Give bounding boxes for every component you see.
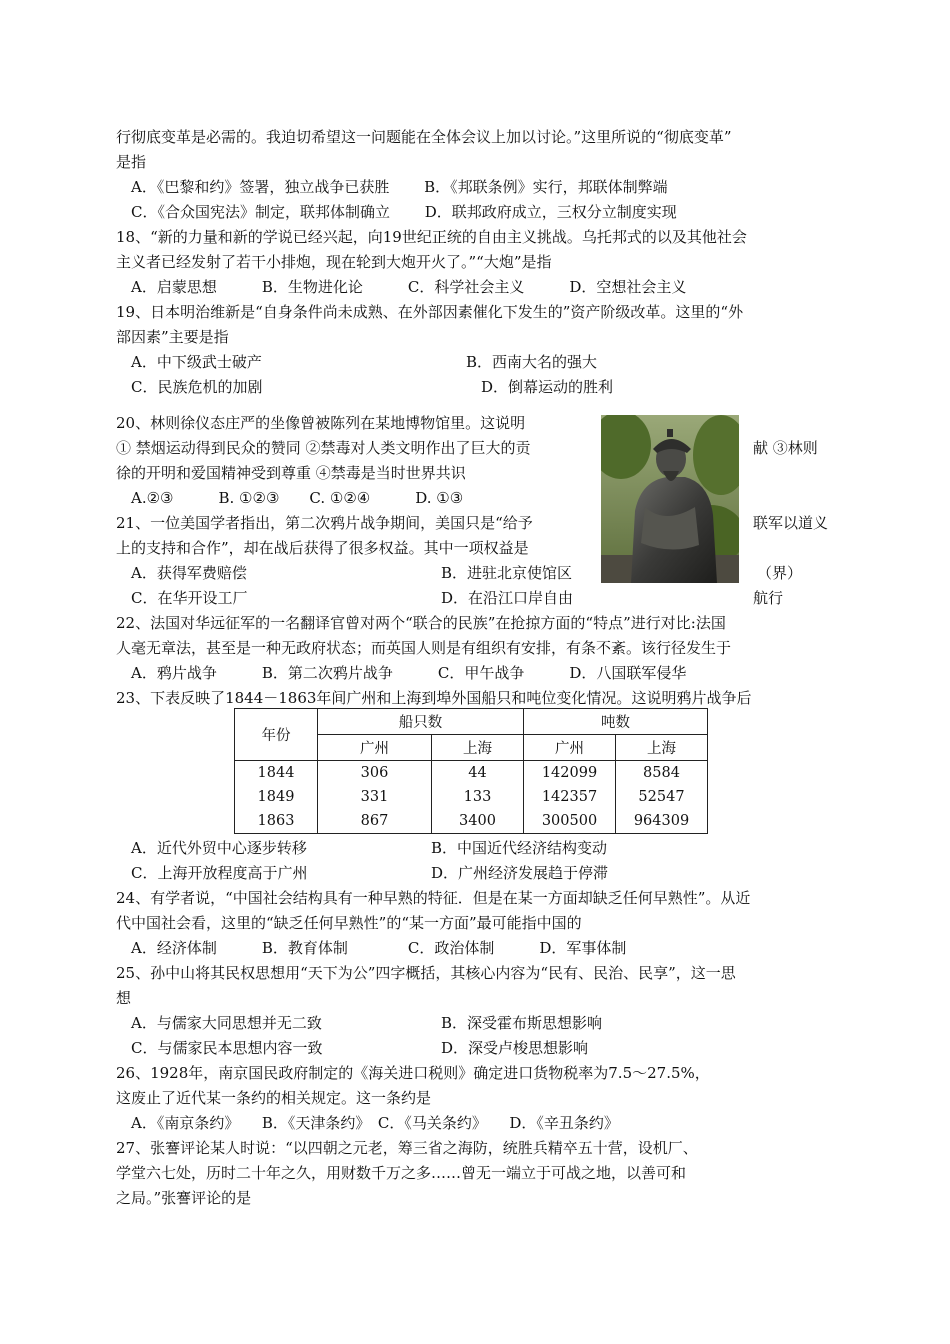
q21-option-a: A．获得军费赔偿 bbox=[131, 564, 247, 582]
q22-stem: 22、法国对华远征军的一名翻译官曾对两个“联合的民族”在抢掠方面的“特点”进行对比:法国 bbox=[116, 614, 726, 632]
lin-zexu-statue-photo bbox=[601, 415, 739, 583]
q26-stem: 26、1928年，南京国民政府制定的《海关进口税则》确定进口货物税率为7.5～27.5%， bbox=[116, 1064, 710, 1082]
table-row bbox=[235, 809, 708, 834]
cell: 44 bbox=[432, 761, 524, 786]
q27-stem: 学堂六七处，历时二十年之久，用财数千万之多……曾无一端立于可战之地，以善可和 bbox=[116, 1164, 687, 1182]
q24-stem: 代中国社会看，这里的“缺乏任何早熟性”的“某一方面”最可能指中国的 bbox=[116, 914, 582, 932]
q21-stem: 21、一位美国学者指出，第二次鸦片战争期间，美国只是“给予 bbox=[116, 514, 533, 532]
q25-option-d: D．深受卢梭思想影响 bbox=[441, 1039, 589, 1057]
cell: 3400 bbox=[432, 809, 524, 834]
q21-option-b: （界） bbox=[757, 564, 803, 582]
q19-option-d: D．倒幕运动的胜利 bbox=[481, 378, 614, 396]
q23-option-c: C．上海开放程度高于广州 bbox=[131, 864, 308, 882]
q21-option-d: 航行 bbox=[753, 589, 784, 607]
subheader-guangzhou: 广州 bbox=[318, 735, 432, 761]
q25-stem: 25、孙中山将其民权思想用“天下为公”四字概括，其核心内容为“民有、民治、民享”，这一思 bbox=[116, 964, 736, 982]
cell: 133 bbox=[432, 785, 524, 809]
cell: 867 bbox=[318, 809, 432, 834]
q23-option-b: B．中国近代经济结构变动 bbox=[431, 839, 608, 857]
cell: 142357 bbox=[524, 785, 616, 809]
q26-stem: 这废止了近代某一条约的相关规定。这一条约是 bbox=[116, 1089, 432, 1107]
cell: 306 bbox=[318, 761, 432, 786]
subheader-shanghai: 上海 bbox=[432, 735, 524, 761]
header-ships: 船只数 bbox=[318, 709, 524, 735]
q20-statements: 献 ③林则 bbox=[753, 439, 818, 457]
cell: 8584 bbox=[616, 761, 708, 786]
q21-stem: 联军以道义 bbox=[753, 514, 829, 532]
q17-continuation: 行彻底变革是必需的。我迫切希望这一问题能在全体会议上加以讨论。”这里所说的“彻底变革” bbox=[116, 128, 732, 146]
q19-option-a: A．中下级武士破产 bbox=[131, 353, 262, 371]
shipping-table bbox=[234, 708, 708, 834]
q19-option-b: B．西南大名的强大 bbox=[466, 353, 598, 371]
q27-stem: 27、张謇评论某人时说：“以四朝之元老，筹三省之海防，统胜兵精卒五十营，设机厂、 bbox=[116, 1139, 698, 1157]
q18-stem: 18、“新的力量和新的学说已经兴起，向19世纪正统的自由主义挑战。乌托邦式的以及其他社会 bbox=[116, 228, 747, 246]
q19-option-c: C．民族危机的加剧 bbox=[131, 378, 263, 396]
q25-stem: 想 bbox=[116, 989, 132, 1007]
q20-stem: 20、林则徐仪态庄严的坐像曾被陈列在某地博物馆里。这说明 bbox=[116, 414, 526, 432]
q20-statements: ① 禁烟运动得到民众的赞同 ②禁毒对人类文明作出了巨大的贡 bbox=[116, 439, 531, 457]
cell: 1863 bbox=[235, 809, 318, 834]
q19-stem: 19、日本明治维新是“自身条件尚未成熟、在外部因素催化下发生的”资产阶级改革。这里的“外 bbox=[116, 303, 744, 321]
table-row bbox=[235, 785, 708, 809]
q25-option-b: B．深受霍布斯思想影响 bbox=[441, 1014, 603, 1032]
table-row bbox=[235, 761, 708, 786]
q21-stem: 上的支持和合作”，却在战后获得了很多权益。其中一项权益是 bbox=[116, 539, 529, 557]
q18-options: A．启蒙思想 B．生物进化论 C．科学社会主义 D．空想社会主义 bbox=[131, 278, 687, 296]
cell: 142099 bbox=[524, 761, 616, 786]
q24-stem: 24、有学者说，“中国社会结构具有一种早熟的特征．但是在某一方面却缺乏任何早熟性”。从近 bbox=[116, 889, 751, 907]
q18-stem: 主义者已经发射了若干小排炮，现在轮到大炮开火了。”“大炮”是指 bbox=[116, 253, 552, 271]
q20-options: A.②③ B. ①②③ C. ①②④ D. ①③ bbox=[131, 489, 464, 507]
q21-option-d: D．在沿江口岸自由 bbox=[441, 589, 574, 607]
cell: 964309 bbox=[616, 809, 708, 834]
q22-stem: 人毫无章法，甚至是一种无政府状态；而英国人则是有组织有安排，有条不紊。该行径发生于 bbox=[116, 639, 732, 657]
q24-options: A．经济体制 B．教育体制 C．政治体制 D．军事体制 bbox=[131, 939, 627, 957]
q17-continuation: 是指 bbox=[116, 153, 147, 171]
q22-options: A．鸦片战争 B．第二次鸦片战争 C．甲午战争 D．八国联军侵华 bbox=[131, 664, 687, 682]
header-tonnage: 吨数 bbox=[524, 709, 708, 735]
q19-stem: 部因素”主要是指 bbox=[116, 328, 229, 346]
q23-option-d: D．广州经济发展趋于停滞 bbox=[431, 864, 609, 882]
subheader-guangzhou: 广州 bbox=[524, 735, 616, 761]
q26-options: A．《南京条约》 B．《天津条约》 C．《马关条约》 D．《辛丑条约》 bbox=[131, 1114, 619, 1132]
q21-option-b: B．进驻北京使馆区 bbox=[441, 564, 573, 582]
q21-option-c: C．在华开设工厂 bbox=[131, 589, 248, 607]
cell: 1849 bbox=[235, 785, 318, 809]
q23-stem: 23、下表反映了1844－1863年间广州和上海到埠外国船只和吨位变化情况。这说明鸦片战争后 bbox=[116, 689, 752, 707]
cell: 300500 bbox=[524, 809, 616, 834]
q17-options-ab: A．《巴黎和约》签署，独立战争已获胜 B．《邦联条例》实行，邦联体制弊端 bbox=[131, 178, 668, 196]
cell: 1844 bbox=[235, 761, 318, 786]
q25-option-a: A．与儒家大同思想并无二致 bbox=[131, 1014, 322, 1032]
q17-options-cd: C．《合众国宪法》制定，联邦体制确立 D．联邦政府成立，三权分立制度实现 bbox=[131, 203, 677, 221]
subheader-shanghai: 上海 bbox=[616, 735, 708, 761]
q27-stem: 之局。”张謇评论的是 bbox=[116, 1189, 252, 1207]
cell: 331 bbox=[318, 785, 432, 809]
q23-option-a: A．近代外贸中心逐步转移 bbox=[131, 839, 307, 857]
cell: 52547 bbox=[616, 785, 708, 809]
q20-statements: 徐的开明和爱国精神受到尊重 ④禁毒是当时世界共识 bbox=[116, 464, 466, 482]
q25-option-c: C．与儒家民本思想内容一致 bbox=[131, 1039, 323, 1057]
header-year: 年份 bbox=[235, 709, 318, 761]
